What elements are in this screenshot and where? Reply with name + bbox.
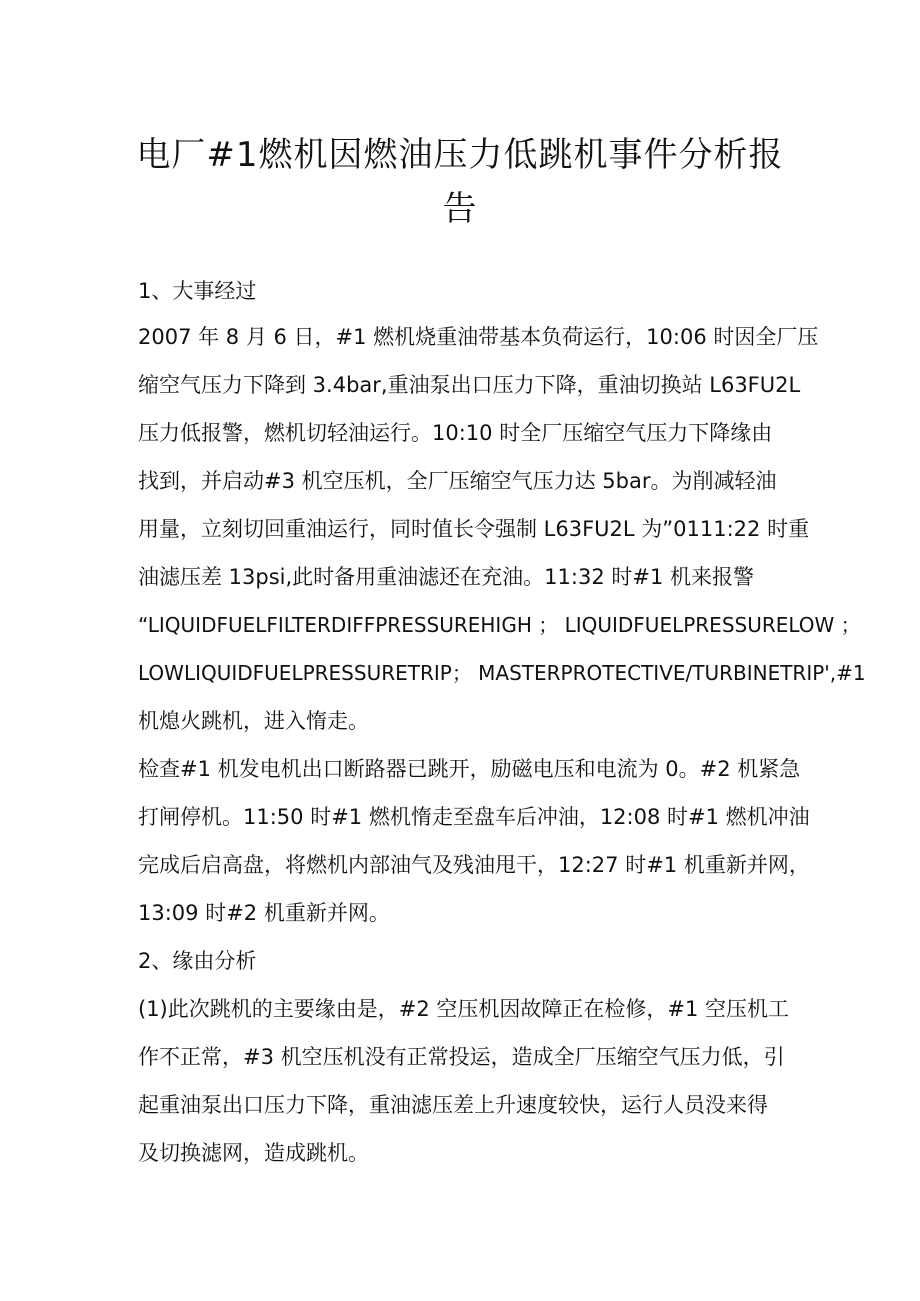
paragraph-line: 13:09 时#2 机重新并网。 xyxy=(138,901,390,925)
paragraph-line: LOWLIQUIDFUELPRESSURETRIP； MASTERPROTECTIVE∕TURBINETRIP',#1 xyxy=(138,661,866,685)
paragraph-line: 2007 年 8 月 6 日，#1 燃机烧重油带基本负荷运行，10:06 时因全厂压 xyxy=(138,325,819,349)
section-heading-1: 1、大事经过 xyxy=(138,279,257,303)
document-title: 电厂#1燃机因燃油压力低跳机事件分析报告 xyxy=(136,135,784,229)
paragraph-line: 机熄火跳机，进入惰走。 xyxy=(138,709,369,733)
paragraph-line: 缩空气压力下降到 3.4bar,重油泵出口压力下降，重油切换站 L63FU2L xyxy=(138,373,801,397)
paragraph-line: 起重油泵出口压力下降，重油滤压差上升速度较快，运行人员没来得 xyxy=(138,1093,768,1117)
paragraph-line: 检查#1 机发电机出口断路器已跳开，励磁电压和电流为 0。#2 机紧急 xyxy=(138,757,801,781)
paragraph-line: “LIQUIDFUELFILTERDIFFPRESSUREHIGH ； LIQUIDFUELPRESSURELOW ； xyxy=(138,613,861,637)
paragraph-line: 用量，立刻切回重油运行，同时值长令强制 L63FU2L 为”0111:22 时重 xyxy=(138,517,810,541)
paragraph-line: 油滤压差 13psi,此时备用重油滤还在充油。11:32 时#1 机来报警 xyxy=(138,565,755,589)
paragraph-line: (1)此次跳机的主要缘由是，#2 空压机因故障正在检修，#1 空压机工 xyxy=(138,997,790,1021)
paragraph-line: 压力低报警，燃机切轻油运行。10:10 时全厂压缩空气压力下降缘由 xyxy=(138,421,773,445)
paragraph-line: 打闸停机。11:50 时#1 燃机惰走至盘车后冲油，12:08 时#1 燃机冲油 xyxy=(138,805,810,829)
paragraph-line: 作不正常，#3 机空压机没有正常投运，造成全厂压缩空气压力低，引 xyxy=(138,1045,785,1069)
paragraph-line: 完成后启高盘，将燃机内部油气及残油甩干，12:27 时#1 机重新并网， xyxy=(138,853,810,877)
paragraph-line: 找到，并启动#3 机空压机，全厂压缩空气压力达 5bar。为削减轻油 xyxy=(138,469,777,493)
section-heading-2: 2、缘由分析 xyxy=(138,949,257,973)
paragraph-line: 及切换滤网，造成跳机。 xyxy=(138,1141,369,1165)
